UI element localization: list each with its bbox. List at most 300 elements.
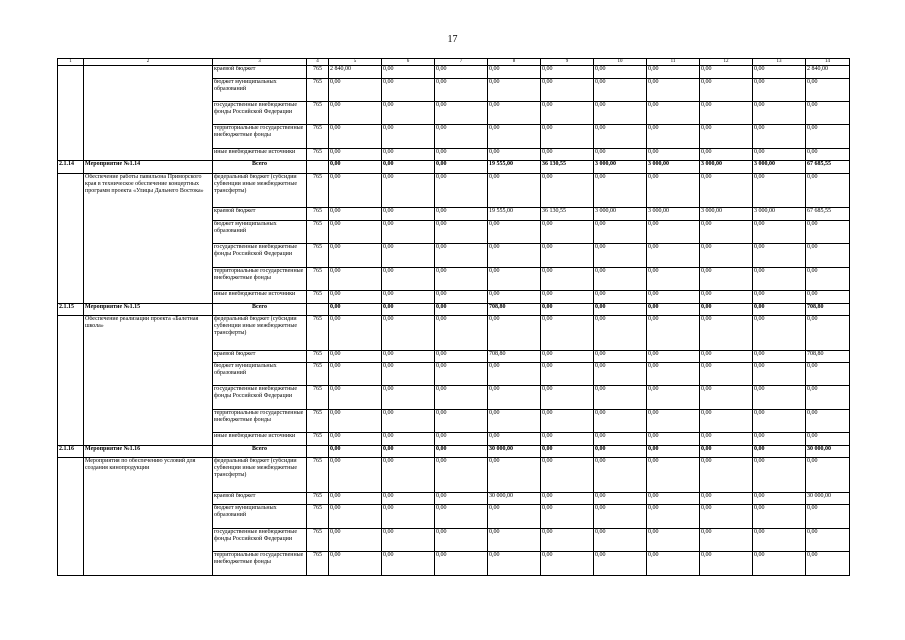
amount-cell: 0,00	[647, 244, 700, 267]
column-number: 6	[382, 59, 435, 66]
amount-cell: 0,00	[488, 386, 541, 409]
amount-cell: 0,00	[753, 363, 806, 386]
amount-cell: 0,00	[329, 125, 382, 148]
amount-cell: 19 555,00	[488, 208, 541, 221]
amount-cell: 3 000,00	[753, 161, 806, 174]
amount-cell: 0,00	[382, 101, 435, 124]
amount-cell: 0,00	[647, 363, 700, 386]
amount-cell: 0,00	[700, 101, 753, 124]
amount-cell: 0,00	[647, 125, 700, 148]
amount-cell: 0,00	[488, 528, 541, 551]
amount-cell: 0,00	[329, 445, 382, 458]
amount-cell: 0,00	[753, 303, 806, 316]
budget-code: 765	[307, 101, 329, 124]
amount-cell: 0,00	[541, 458, 594, 492]
amount-cell: 0,00	[753, 528, 806, 551]
table-row	[58, 458, 850, 492]
section-number-cell	[58, 316, 84, 446]
amount-cell: 0,00	[753, 220, 806, 243]
amount-cell: 0,00	[488, 267, 541, 290]
budget-code: 765	[307, 350, 329, 363]
amount-cell: 0,00	[806, 528, 850, 551]
amount-cell: 0,00	[753, 505, 806, 528]
section-description: Обеспечение работы павильона Приморского края в техническое обеспечение концертных программ проекта «Улицы Дальнего Востока»	[84, 173, 213, 303]
funding-source: бюджет муниципальных образований	[213, 505, 307, 528]
amount-cell: 0,00	[329, 433, 382, 446]
amount-cell: 0,00	[329, 458, 382, 492]
amount-cell: 0,00	[594, 528, 647, 551]
amount-cell: 0,00	[753, 78, 806, 101]
budget-code: 765	[307, 433, 329, 446]
amount-cell: 0,00	[700, 528, 753, 551]
amount-cell: 0,00	[594, 445, 647, 458]
amount-cell: 0,00	[488, 125, 541, 148]
section-number-cell	[58, 458, 84, 576]
budget-code	[307, 303, 329, 316]
amount-cell: 708,80	[488, 350, 541, 363]
amount-cell: 0,00	[594, 386, 647, 409]
amount-cell: 0,00	[806, 505, 850, 528]
amount-cell: 0,00	[806, 458, 850, 492]
amount-cell: 0,00	[541, 148, 594, 161]
section-title: Мероприятие №1.16	[84, 445, 213, 458]
amount-cell: 0,00	[700, 433, 753, 446]
funding-source: федеральный бюджет (субсидии субвенции иные межбюджетные трансферты)	[213, 458, 307, 492]
section-number-cell	[58, 66, 84, 161]
amount-cell: 0,00	[541, 78, 594, 101]
budget-code: 765	[307, 125, 329, 148]
column-number: 7	[435, 59, 488, 66]
amount-cell: 0,00	[382, 350, 435, 363]
amount-cell: 30 000,00	[806, 445, 850, 458]
amount-cell: 0,00	[594, 492, 647, 505]
section-number: 2.1.16	[58, 445, 84, 458]
section-description: Обеспечение реализации проекта «Балетная школа»	[84, 316, 213, 446]
amount-cell: 0,00	[647, 528, 700, 551]
amount-cell: 0,00	[382, 303, 435, 316]
amount-cell: 0,00	[594, 148, 647, 161]
amount-cell: 0,00	[753, 267, 806, 290]
amount-cell: 0,00	[435, 208, 488, 221]
amount-cell: 0,00	[753, 492, 806, 505]
amount-cell: 0,00	[329, 101, 382, 124]
amount-cell: 0,00	[382, 291, 435, 304]
amount-cell: 0,00	[700, 125, 753, 148]
amount-cell: 0,00	[541, 363, 594, 386]
amount-cell: 0,00	[594, 363, 647, 386]
amount-cell: 0,00	[594, 291, 647, 304]
amount-cell: 0,00	[594, 125, 647, 148]
amount-cell: 0,00	[488, 363, 541, 386]
amount-cell: 0,00	[435, 303, 488, 316]
amount-cell: 0,00	[806, 433, 850, 446]
section-title-cell	[84, 66, 213, 161]
amount-cell: 0,00	[647, 267, 700, 290]
amount-cell: 0,00	[647, 492, 700, 505]
amount-cell: 3 000,00	[700, 161, 753, 174]
budget-code: 765	[307, 386, 329, 409]
amount-cell: 0,00	[382, 161, 435, 174]
amount-cell: 708,80	[806, 303, 850, 316]
amount-cell: 0,00	[329, 386, 382, 409]
amount-cell: 67 685,55	[806, 208, 850, 221]
amount-cell: 19 555,00	[488, 161, 541, 174]
amount-cell: 0,00	[806, 78, 850, 101]
amount-cell: 0,00	[700, 148, 753, 161]
amount-cell: 0,00	[647, 552, 700, 576]
amount-cell: 0,00	[806, 148, 850, 161]
amount-cell: 0,00	[329, 291, 382, 304]
amount-cell: 0,00	[382, 220, 435, 243]
amount-cell: 0,00	[647, 350, 700, 363]
amount-cell: 0,00	[488, 66, 541, 79]
amount-cell: 36 130,55	[541, 161, 594, 174]
amount-cell: 3 000,00	[700, 208, 753, 221]
amount-cell: 0,00	[382, 433, 435, 446]
funding-source: краевой бюджет	[213, 492, 307, 505]
amount-cell: 0,00	[806, 220, 850, 243]
amount-cell: 0,00	[488, 291, 541, 304]
amount-cell: 0,00	[806, 316, 850, 350]
amount-cell: 0,00	[435, 125, 488, 148]
amount-cell: 0,00	[753, 316, 806, 350]
amount-cell: 0,00	[329, 173, 382, 207]
amount-cell: 0,00	[700, 173, 753, 207]
amount-cell: 0,00	[594, 303, 647, 316]
column-number: 12	[700, 59, 753, 66]
section-description: Мероприятия по обеспечению условий для создания кинопродукции	[84, 458, 213, 576]
amount-cell: 0,00	[541, 505, 594, 528]
amount-cell: 0,00	[435, 220, 488, 243]
section-number-cell	[58, 173, 84, 303]
amount-cell: 0,00	[753, 445, 806, 458]
amount-cell: 708,80	[806, 350, 850, 363]
amount-cell: 0,00	[541, 267, 594, 290]
amount-cell: 0,00	[329, 220, 382, 243]
amount-cell: 0,00	[435, 458, 488, 492]
budget-code: 765	[307, 458, 329, 492]
amount-cell: 0,00	[594, 433, 647, 446]
amount-cell: 0,00	[329, 78, 382, 101]
amount-cell: 0,00	[700, 552, 753, 576]
column-number: 13	[753, 59, 806, 66]
column-number-row	[58, 59, 850, 66]
amount-cell: 0,00	[541, 528, 594, 551]
amount-cell: 0,00	[700, 267, 753, 290]
amount-cell: 0,00	[488, 78, 541, 101]
amount-cell: 0,00	[488, 552, 541, 576]
amount-cell: 0,00	[700, 445, 753, 458]
amount-cell: 0,00	[594, 173, 647, 207]
amount-cell: 0,00	[594, 267, 647, 290]
amount-cell: 0,00	[753, 66, 806, 79]
amount-cell: 0,00	[541, 291, 594, 304]
amount-cell: 0,00	[700, 492, 753, 505]
column-number: 5	[329, 59, 382, 66]
amount-cell: 0,00	[647, 66, 700, 79]
amount-cell: 3 000,00	[647, 208, 700, 221]
amount-cell: 0,00	[541, 552, 594, 576]
amount-cell: 0,00	[329, 161, 382, 174]
amount-cell: 0,00	[594, 220, 647, 243]
budget-code: 765	[307, 291, 329, 304]
amount-cell: 0,00	[382, 244, 435, 267]
table-row	[58, 173, 850, 207]
amount-cell: 0,00	[700, 409, 753, 432]
amount-cell: 0,00	[753, 291, 806, 304]
amount-cell: 0,00	[382, 386, 435, 409]
funding-source: государственные внебюджетные фонды Российской Федерации	[213, 101, 307, 124]
amount-cell: 0,00	[541, 433, 594, 446]
amount-cell: 0,00	[594, 244, 647, 267]
amount-cell: 0,00	[541, 173, 594, 207]
amount-cell: 0,00	[594, 350, 647, 363]
amount-cell: 0,00	[647, 291, 700, 304]
amount-cell: 708,80	[488, 303, 541, 316]
amount-cell: 0,00	[647, 458, 700, 492]
amount-cell: 0,00	[594, 101, 647, 124]
amount-cell: 0,00	[541, 66, 594, 79]
amount-cell: 0,00	[647, 316, 700, 350]
table-row	[58, 316, 850, 350]
amount-cell: 0,00	[329, 409, 382, 432]
amount-cell: 0,00	[541, 492, 594, 505]
budget-code: 765	[307, 244, 329, 267]
amount-cell: 0,00	[647, 173, 700, 207]
amount-cell: 30 000,00	[806, 492, 850, 505]
amount-cell: 0,00	[488, 101, 541, 124]
amount-cell: 0,00	[700, 78, 753, 101]
amount-cell: 0,00	[435, 492, 488, 505]
funding-source: иные внебюджетные источники	[213, 291, 307, 304]
funding-source: краевой бюджет	[213, 208, 307, 221]
amount-cell: 0,00	[382, 125, 435, 148]
amount-cell: 0,00	[594, 316, 647, 350]
total-label: Всего	[213, 303, 307, 316]
funding-source: государственные внебюджетные фонды Российской Федерации	[213, 244, 307, 267]
amount-cell: 0,00	[382, 173, 435, 207]
funding-source: территориальные государственные внебюджетные фонды	[213, 409, 307, 432]
amount-cell: 0,00	[806, 101, 850, 124]
funding-source: бюджет муниципальных образований	[213, 363, 307, 386]
amount-cell: 0,00	[382, 445, 435, 458]
amount-cell: 0,00	[700, 505, 753, 528]
amount-cell: 0,00	[806, 409, 850, 432]
amount-cell: 0,00	[435, 291, 488, 304]
amount-cell: 0,00	[700, 244, 753, 267]
amount-cell: 0,00	[329, 552, 382, 576]
budget-code	[307, 445, 329, 458]
amount-cell: 3 000,00	[647, 161, 700, 174]
amount-cell: 0,00	[382, 528, 435, 551]
funding-source: государственные внебюджетные фонды Российской Федерации	[213, 528, 307, 551]
amount-cell: 0,00	[806, 552, 850, 576]
amount-cell: 0,00	[647, 409, 700, 432]
amount-cell: 0,00	[753, 148, 806, 161]
amount-cell: 0,00	[382, 208, 435, 221]
funding-source: территориальные государственные внебюджетные фонды	[213, 267, 307, 290]
budget-code: 765	[307, 148, 329, 161]
budget-code: 765	[307, 220, 329, 243]
amount-cell: 0,00	[700, 458, 753, 492]
amount-cell: 0,00	[382, 267, 435, 290]
amount-cell: 3 000,00	[594, 208, 647, 221]
amount-cell: 30 000,00	[488, 492, 541, 505]
amount-cell: 0,00	[806, 363, 850, 386]
amount-cell: 0,00	[594, 505, 647, 528]
total-label: Всего	[213, 161, 307, 174]
amount-cell: 0,00	[753, 433, 806, 446]
amount-cell: 0,00	[382, 363, 435, 386]
budget-code: 765	[307, 492, 329, 505]
amount-cell: 0,00	[647, 78, 700, 101]
amount-cell: 0,00	[806, 267, 850, 290]
budget-table	[57, 58, 850, 576]
funding-source: федеральный бюджет (субсидии субвенции иные межбюджетные трансферты)	[213, 316, 307, 350]
funding-source: краевой бюджет	[213, 66, 307, 79]
amount-cell: 0,00	[329, 303, 382, 316]
budget-code: 765	[307, 363, 329, 386]
amount-cell: 0,00	[753, 350, 806, 363]
amount-cell: 0,00	[435, 445, 488, 458]
amount-cell: 0,00	[488, 220, 541, 243]
amount-cell: 0,00	[435, 101, 488, 124]
amount-cell: 2 840,00	[806, 66, 850, 79]
total-row	[58, 445, 850, 458]
column-number: 8	[488, 59, 541, 66]
amount-cell: 0,00	[435, 505, 488, 528]
funding-source: территориальные государственные внебюджетные фонды	[213, 552, 307, 576]
amount-cell: 0,00	[806, 125, 850, 148]
amount-cell: 0,00	[488, 458, 541, 492]
amount-cell: 0,00	[541, 220, 594, 243]
amount-cell: 0,00	[700, 316, 753, 350]
amount-cell: 67 685,55	[806, 161, 850, 174]
funding-source: федеральный бюджет (субсидии субвенции иные межбюджетные трансферты)	[213, 173, 307, 207]
amount-cell: 0,00	[647, 433, 700, 446]
column-number: 4	[307, 59, 329, 66]
amount-cell: 0,00	[541, 445, 594, 458]
amount-cell: 0,00	[700, 350, 753, 363]
section-number: 2.1.14	[58, 161, 84, 174]
amount-cell: 0,00	[435, 267, 488, 290]
section-title: Мероприятие №1.15	[84, 303, 213, 316]
amount-cell: 0,00	[329, 492, 382, 505]
amount-cell: 0,00	[594, 409, 647, 432]
amount-cell: 0,00	[435, 244, 488, 267]
amount-cell: 0,00	[435, 409, 488, 432]
total-row	[58, 161, 850, 174]
funding-source: государственные внебюджетные фонды Российской Федерации	[213, 386, 307, 409]
amount-cell: 2 840,00	[329, 66, 382, 79]
amount-cell: 0,00	[435, 363, 488, 386]
budget-code: 765	[307, 66, 329, 79]
section-title: Мероприятие №1.14	[84, 161, 213, 174]
amount-cell: 0,00	[329, 148, 382, 161]
budget-code: 765	[307, 552, 329, 576]
amount-cell: 30 000,00	[488, 445, 541, 458]
amount-cell: 0,00	[382, 505, 435, 528]
budget-code: 765	[307, 316, 329, 350]
amount-cell: 0,00	[382, 78, 435, 101]
amount-cell: 0,00	[594, 458, 647, 492]
amount-cell: 0,00	[647, 148, 700, 161]
amount-cell: 0,00	[435, 528, 488, 551]
amount-cell: 36 130,55	[541, 208, 594, 221]
amount-cell: 0,00	[541, 386, 594, 409]
amount-cell: 0,00	[806, 244, 850, 267]
amount-cell: 0,00	[382, 492, 435, 505]
column-number: 2	[84, 59, 213, 66]
amount-cell: 0,00	[435, 386, 488, 409]
amount-cell: 0,00	[700, 386, 753, 409]
column-number: 3	[213, 59, 307, 66]
budget-code: 765	[307, 505, 329, 528]
funding-source: бюджет муниципальных образований	[213, 78, 307, 101]
amount-cell: 0,00	[488, 409, 541, 432]
amount-cell: 0,00	[435, 350, 488, 363]
amount-cell: 0,00	[700, 303, 753, 316]
column-number: 14	[806, 59, 850, 66]
amount-cell: 0,00	[541, 125, 594, 148]
amount-cell: 0,00	[647, 445, 700, 458]
budget-code: 765	[307, 78, 329, 101]
amount-cell: 0,00	[541, 303, 594, 316]
amount-cell: 0,00	[753, 125, 806, 148]
amount-cell: 0,00	[488, 433, 541, 446]
table-row	[58, 66, 850, 79]
amount-cell: 0,00	[488, 148, 541, 161]
amount-cell: 0,00	[700, 220, 753, 243]
amount-cell: 0,00	[488, 244, 541, 267]
amount-cell: 0,00	[435, 161, 488, 174]
amount-cell: 0,00	[329, 316, 382, 350]
budget-code: 765	[307, 208, 329, 221]
amount-cell: 0,00	[382, 458, 435, 492]
amount-cell: 0,00	[329, 267, 382, 290]
column-number: 11	[647, 59, 700, 66]
amount-cell: 0,00	[806, 291, 850, 304]
amount-cell: 0,00	[647, 386, 700, 409]
amount-cell: 0,00	[435, 552, 488, 576]
amount-cell: 0,00	[382, 409, 435, 432]
amount-cell: 0,00	[647, 303, 700, 316]
budget-code	[307, 161, 329, 174]
column-number: 10	[594, 59, 647, 66]
amount-cell: 0,00	[753, 101, 806, 124]
amount-cell: 0,00	[329, 505, 382, 528]
amount-cell: 0,00	[647, 220, 700, 243]
amount-cell: 0,00	[647, 101, 700, 124]
amount-cell: 0,00	[435, 316, 488, 350]
amount-cell: 0,00	[700, 66, 753, 79]
amount-cell: 0,00	[806, 173, 850, 207]
amount-cell: 0,00	[541, 350, 594, 363]
budget-code: 765	[307, 528, 329, 551]
amount-cell: 0,00	[382, 552, 435, 576]
amount-cell: 0,00	[435, 148, 488, 161]
amount-cell: 0,00	[329, 208, 382, 221]
column-number: 9	[541, 59, 594, 66]
amount-cell: 0,00	[594, 552, 647, 576]
amount-cell: 0,00	[541, 244, 594, 267]
amount-cell: 3 000,00	[594, 161, 647, 174]
amount-cell: 0,00	[700, 291, 753, 304]
amount-cell: 0,00	[753, 552, 806, 576]
budget-code: 765	[307, 173, 329, 207]
amount-cell: 0,00	[541, 316, 594, 350]
section-number: 2.1.15	[58, 303, 84, 316]
